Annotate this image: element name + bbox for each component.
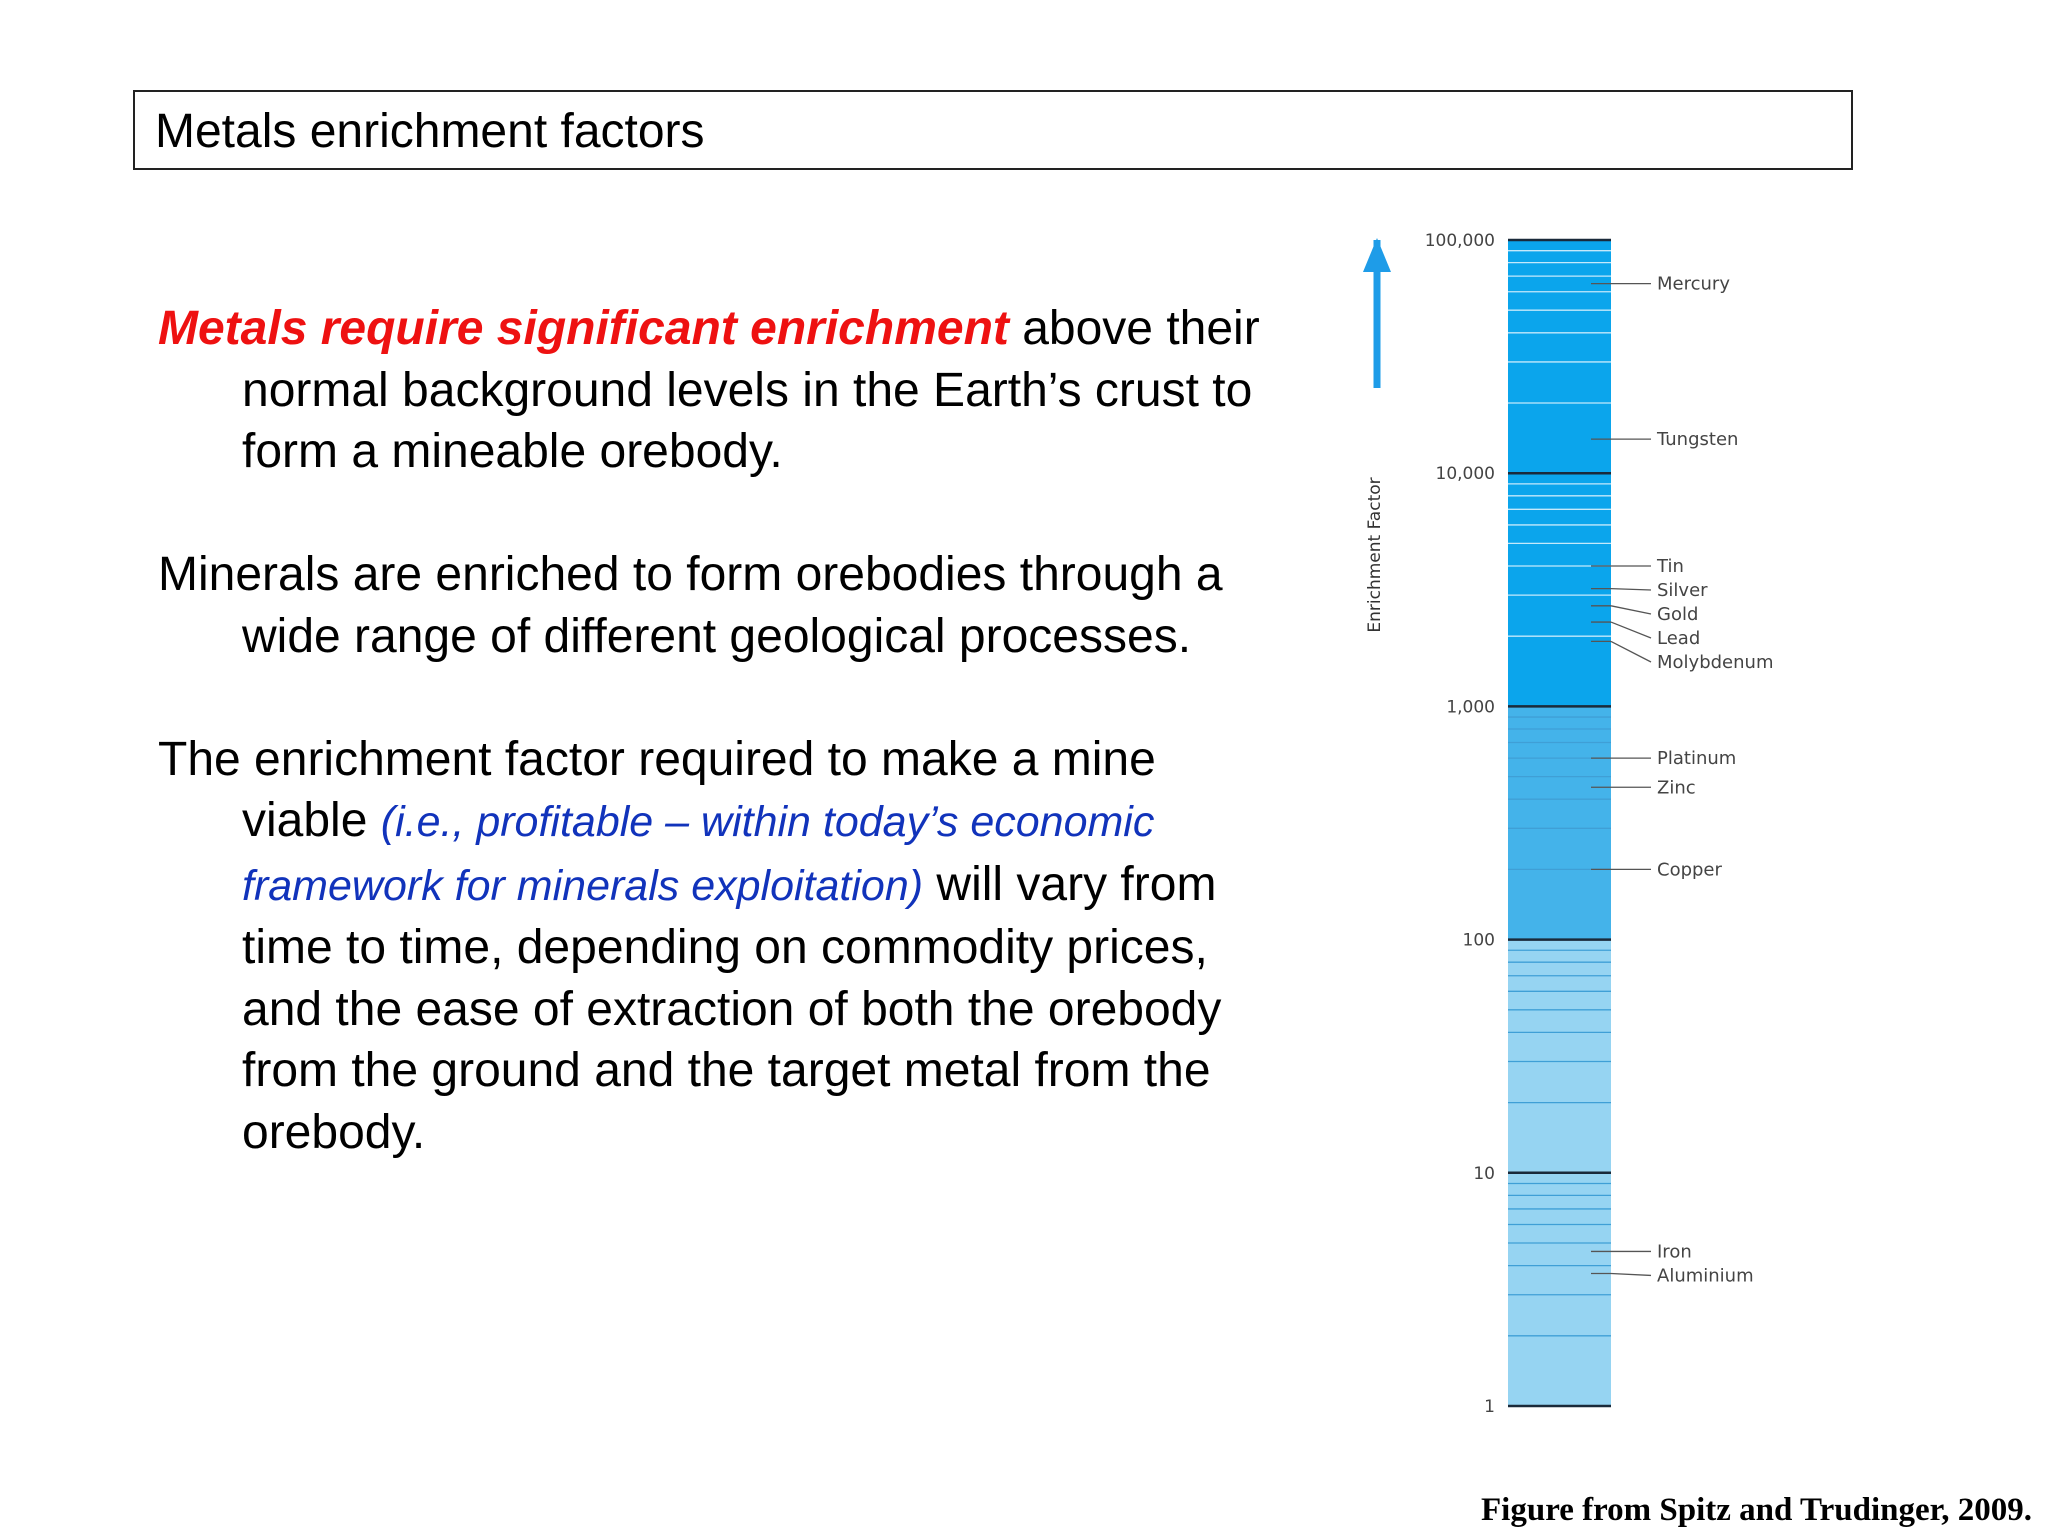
y-tick-label: 100,000 — [1424, 231, 1495, 251]
metal-label: Platinum — [1657, 748, 1737, 770]
paragraph-3-text-a: The enrichment factor required to make a mine viable — [158, 732, 1156, 847]
paragraph-1 — [158, 298, 1278, 483]
y-axis-label: Enrichment Factor — [1365, 477, 1385, 633]
metal-leader-line — [1611, 622, 1651, 638]
body-text — [158, 298, 1278, 1163]
metal-leader-line — [1611, 1273, 1651, 1275]
metal-label: Tin — [1657, 555, 1684, 577]
y-tick-label: 10,000 — [1435, 464, 1495, 485]
y-tick-label: 10 — [1473, 1163, 1495, 1184]
enrichment-chart — [1330, 210, 1810, 1420]
paragraph-3 — [158, 729, 1278, 1164]
metal-label: Zinc — [1657, 777, 1696, 799]
metal-label: Silver — [1657, 579, 1708, 601]
metal-leader-line — [1611, 641, 1651, 662]
metal-leader-line — [1611, 589, 1651, 590]
y-tick-label: 1,000 — [1446, 697, 1495, 718]
metal-label: Mercury — [1657, 273, 1730, 295]
metal-leader-line — [1611, 606, 1651, 614]
metal-label: Iron — [1657, 1241, 1692, 1263]
paragraph-2 — [158, 544, 1278, 667]
paragraph-2-text: Minerals are enriched to form orebodies through a wide range of different geological processes. — [158, 548, 1223, 663]
y-tick-label: 100 — [1462, 930, 1495, 951]
color-band-100-1000 — [1508, 706, 1611, 939]
metal-label: Copper — [1657, 859, 1722, 881]
axis-arrow-head — [1363, 238, 1391, 272]
metal-label: Aluminium — [1657, 1265, 1754, 1287]
y-tick-label: 1 — [1484, 1397, 1495, 1417]
parenthetical-blue: (i.e., profitable – within today’s economic framework for minerals exploitation) — [242, 798, 1155, 910]
emphasis-red: Metals require significant enrichment — [158, 302, 1009, 355]
paragraph-1-text: above their normal background levels in the Earth’s crust to form a mineable orebody. — [242, 302, 1260, 478]
paragraph-3-text-b: will vary from time to time, depending on commodity prices, and the ease of extraction of both the orebody from the ground and the target metal from the orebody. — [242, 857, 1222, 1159]
metal-label: Tungsten — [1657, 429, 1739, 451]
title-box — [133, 90, 1853, 170]
metal-label: Lead — [1657, 627, 1701, 649]
figure-caption: Figure from Spitz and Trudinger, 2009. — [1481, 1492, 2032, 1528]
slide-title: Metals enrichment factors — [155, 105, 705, 158]
metal-label: Molybdenum — [1657, 651, 1774, 673]
metal-label: Gold — [1657, 603, 1699, 625]
